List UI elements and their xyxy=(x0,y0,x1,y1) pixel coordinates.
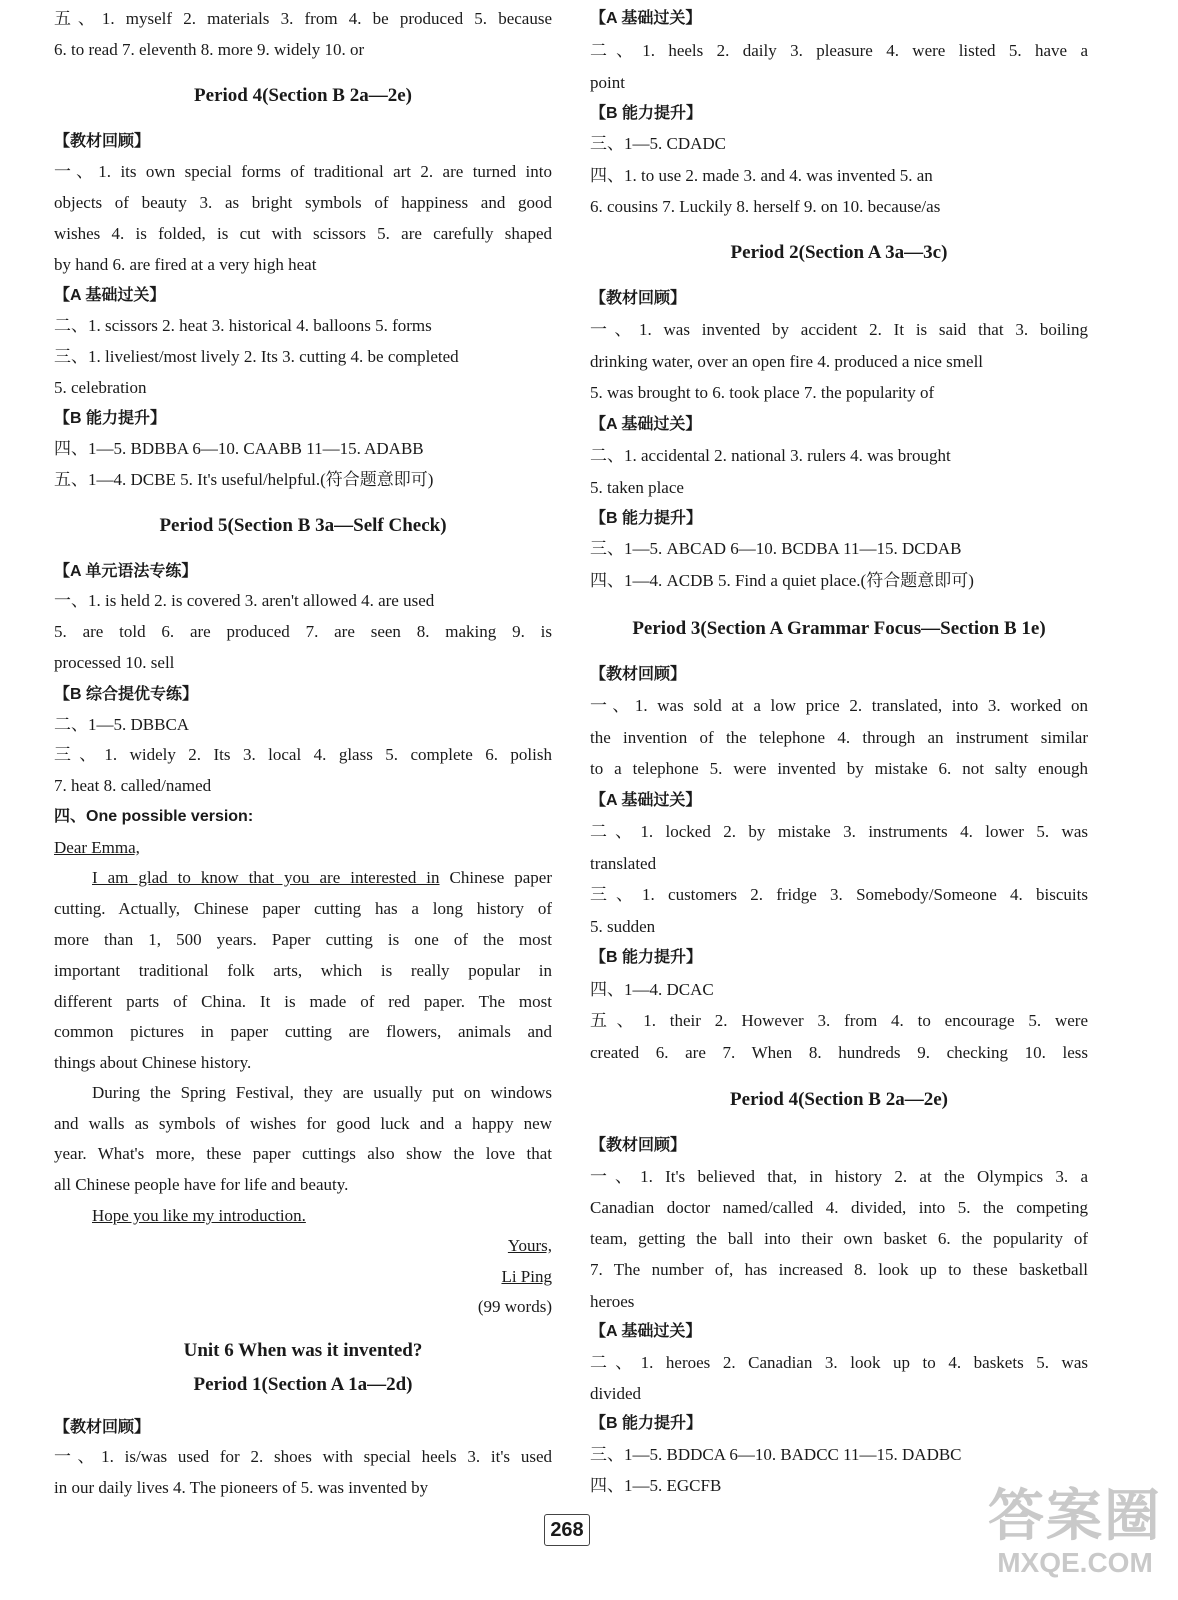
answer-line: Yours, xyxy=(507,1236,552,1255)
answer-line: Li Ping xyxy=(501,1267,552,1286)
answer-line: Hope you like my introduction. xyxy=(92,1206,306,1225)
watermark-logo: 答案圈 xyxy=(988,1484,1162,1547)
answer-line: objects of beauty 3. as bright symbols of happiness and good xyxy=(54,193,552,212)
answer-line: 6. to read 7. eleventh 8. more 9. widely 10. or xyxy=(54,40,365,59)
watermark-site: MXQE.COM xyxy=(997,1547,1153,1578)
answer-line: 二、1. scissors 2. heat 3. historical 4. balloons 5. forms xyxy=(54,316,432,335)
answer-line: 四、1—5. EGCFB xyxy=(590,1476,722,1495)
answer-line: important traditional folk arts, which is really popular in xyxy=(54,961,552,980)
answer-line: 7. heat 8. called/named xyxy=(54,776,212,795)
answer-line: 5. sudden xyxy=(590,917,656,936)
answer-line: processed 10. sell xyxy=(54,653,175,672)
answer-line: more than 1, 500 years. Paper cutting is one of the most xyxy=(54,930,552,949)
answer-line: cutting. Actually, Chinese paper cutting has a long history of xyxy=(54,899,552,918)
answer-line: 一、1. is held 2. is covered 3. aren't allowed 4. are used xyxy=(54,591,435,610)
section-tag: 【A 基础过关】 xyxy=(590,1323,702,1340)
answer-line: 二、1—5. DBBCA xyxy=(54,715,190,734)
answer-line: 三、1. liveliest/most lively 2. Its 3. cutting 4. be completed xyxy=(54,347,459,366)
answer-line: and walls as symbols of wishes for good luck and a happy new xyxy=(54,1114,552,1133)
answer-line: 五、1. myself 2. materials 3. from 4. be produced 5. because xyxy=(54,9,552,28)
answer-line: team, getting the ball into their own basket 6. the popularity of xyxy=(590,1229,1088,1248)
answer-line: year. What's more, these paper cuttings also show the love that xyxy=(54,1144,552,1163)
section-heading: Period 5(Section B 3a—Self Check) xyxy=(159,515,447,536)
answer-line: Canadian doctor named/called 4. divided, into 5. the competing xyxy=(590,1198,1088,1217)
section-tag: 【A 基础过关】 xyxy=(590,416,702,433)
answer-line: 5. taken place xyxy=(590,478,684,497)
answer-line: 三、1—5. BDDCA 6—10. BADCC 11—15. DADBC xyxy=(590,1445,962,1464)
answer-line: heroes xyxy=(590,1292,635,1311)
section-tag: 【A 基础过关】 xyxy=(590,10,702,27)
answer-line: 一、1. was sold at a low price 2. translated, into 3. worked on xyxy=(590,696,1088,715)
section-tag: 【B 能力提升】 xyxy=(590,949,703,966)
section-tag: 【A 单元语法专练】 xyxy=(54,563,198,580)
answer-line: 二、1. accidental 2. national 3. rulers 4. was brought xyxy=(590,446,951,465)
answer-line: by hand 6. are fired at a very high heat xyxy=(54,255,317,274)
answer-line xyxy=(54,867,552,889)
section-tag: 【B 综合提优专练】 xyxy=(54,686,199,703)
answer-line: 一、1. is/was used for 2. shoes with special heels 3. it's used xyxy=(54,1447,552,1466)
section-tag: 【A 基础过关】 xyxy=(590,792,702,809)
section-tag: 【B 能力提升】 xyxy=(590,510,703,527)
answer-line: 6. cousins 7. Luckily 8. herself 9. on 10. because/as xyxy=(590,197,941,216)
section-heading: Period 1(Section A 1a—2d) xyxy=(193,1374,413,1395)
section-tag: 【教材回顾】 xyxy=(590,290,687,307)
answer-line: During the Spring Festival, they are usually put on windows xyxy=(92,1083,552,1102)
answer-line: 三、1. widely 2. Its 3. local 4. glass 5. complete 6. polish xyxy=(54,745,552,764)
answer-line: 三、1. customers 2. fridge 3. Somebody/Someone 4. biscuits xyxy=(590,885,1088,904)
answer-line: 一、1. was invented by accident 2. It is said that 3. boiling xyxy=(590,320,1088,339)
section-heading: Period 4(Section B 2a—2e) xyxy=(730,1089,948,1110)
answer-line: 二、1. heels 2. daily 3. pleasure 4. were listed 5. have a xyxy=(590,41,1088,60)
answer-line: wishes 4. is folded, is cut with scissors 5. are carefully shaped xyxy=(54,224,552,243)
section-tag: 【B 能力提升】 xyxy=(590,1415,703,1432)
answer-line: 一、1. its own special forms of traditional art 2. are turned into xyxy=(54,162,552,181)
answer-line: 四、1—4. DCAC xyxy=(590,980,714,999)
answer-line: point xyxy=(590,73,625,92)
section-heading: Period 4(Section B 2a—2e) xyxy=(194,85,412,106)
section-tag: 【教材回顾】 xyxy=(54,133,151,150)
answer-line: 5. are told 6. are produced 7. are seen 8. making 9. is xyxy=(54,622,552,641)
answer-line: created 6. are 7. When 8. hundreds 9. checking 10. less xyxy=(590,1043,1088,1062)
section-tag: 【教材回顾】 xyxy=(54,1419,151,1436)
answer-line: 四、1. to use 2. made 3. and 4. was invented 5. an xyxy=(590,166,933,185)
section-heading: Unit 6 When was it invented? xyxy=(183,1340,423,1361)
section-tag: 【教材回顾】 xyxy=(590,1137,687,1154)
section-tag: 【B 能力提升】 xyxy=(54,410,167,427)
answer-line: 四、1—5. BDBBA 6—10. CAABB 11—15. ADABB xyxy=(54,439,424,458)
answer-line: translated xyxy=(590,854,657,873)
watermark xyxy=(980,1484,1170,1594)
section-tag: 【B 能力提升】 xyxy=(590,105,703,122)
answer-line: the invention of the telephone 4. through an instrument similar xyxy=(590,728,1088,747)
answer-line: 一、1. It's believed that, in history 2. at the Olympics 3. a xyxy=(590,1167,1088,1186)
answer-line: 7. The number of, has increased 8. look up to these basketball xyxy=(590,1260,1088,1279)
answer-line: things about Chinese history. xyxy=(54,1053,252,1072)
answer-line: drinking water, over an open fire 4. produced a nice smell xyxy=(590,352,984,371)
answer-line: 三、1—5. CDADC xyxy=(590,134,727,153)
section-tag: 【教材回顾】 xyxy=(590,666,687,683)
answer-line: different parts of China. It is made of red paper. The most xyxy=(54,992,552,1011)
answer-line: in our daily lives 4. The pioneers of 5. was invented by xyxy=(54,1478,429,1497)
answer-line: 五、1. their 2. However 3. from 4. to encourage 5. were xyxy=(590,1011,1088,1030)
section-heading: Period 2(Section A 3a—3c) xyxy=(730,242,948,263)
section-tag: 【A 基础过关】 xyxy=(54,287,166,304)
answer-line: 四、1—4. ACDB 5. Find a quiet place.(符合题意即可) xyxy=(590,571,974,590)
answer-line: Dear Emma, xyxy=(54,838,140,857)
answer-line: divided xyxy=(590,1384,641,1403)
answer-line: to a telephone 5. were invented by mistake 6. not salty enough xyxy=(590,759,1088,778)
text-segment: I am glad to know that you are interested in xyxy=(92,868,440,887)
answer-line: common pictures in paper cutting are flowers, animals and xyxy=(54,1022,552,1041)
answer-line: 二、1. locked 2. by mistake 3. instruments 4. lower 5. was xyxy=(590,822,1088,841)
answer-line: (99 words) xyxy=(477,1297,552,1316)
section-heading: Period 3(Section A Grammar Focus—Section B 1e) xyxy=(632,618,1046,639)
answer-line: 5. celebration xyxy=(54,378,147,397)
answer-line: 三、1—5. ABCAD 6—10. BCDBA 11—15. DCDAB xyxy=(590,539,962,558)
answer-line: 二、1. heroes 2. Canadian 3. look up to 4. baskets 5. was xyxy=(590,1353,1088,1372)
answer-line: 五、1—4. DCBE 5. It's useful/helpful.(符合题意即可) xyxy=(54,470,434,489)
section-tag: 四、One possible version: xyxy=(54,808,254,825)
answer-line: all Chinese people have for life and beauty. xyxy=(54,1175,349,1194)
text-segment: Chinese paper xyxy=(439,868,552,887)
page-number: 268 xyxy=(544,1514,590,1546)
answer-line: 5. was brought to 6. took place 7. the popularity of xyxy=(590,383,935,402)
